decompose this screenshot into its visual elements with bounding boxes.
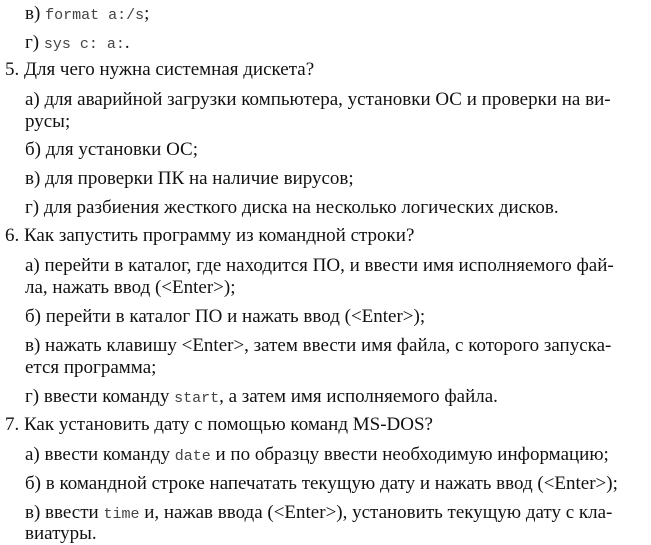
- option-prefix: г): [25, 32, 44, 53]
- command-code: time: [103, 506, 140, 523]
- answer-text: и по образцу ввести необходимую информацию;: [210, 444, 609, 465]
- question-6: 6. Как запустить программу из командной строки?: [5, 225, 415, 246]
- answer-text: , а затем имя исполняемого файла.: [219, 386, 498, 407]
- q5-answer-v: в) для проверки ПК на наличие вирусов;: [25, 168, 354, 189]
- question-5: 5. Для чего нужна системная дискета?: [5, 59, 315, 80]
- q7-answer-v-line2: виатуры.: [25, 523, 97, 544]
- q7-answer-b: б) в командной строке напечатать текущую дату и нажать ввод (<Enter>);: [25, 473, 618, 494]
- q5-answer-g: г) для разбиения жесткого диска на несколько логических дисков.: [25, 197, 559, 218]
- q5-answer-b: б) для установки ОС;: [25, 139, 198, 160]
- answer-text: г) ввести команду: [25, 386, 175, 407]
- option-prefix: в): [25, 3, 46, 24]
- answer-text: и, нажав ввода (<Enter>), установить текущую дату с кла-: [139, 502, 613, 523]
- q6-answer-a-line1: а) перейти в каталог, где находится ПО, и ввести имя исполняемого фай-: [25, 255, 614, 276]
- option-suffix: ;: [144, 3, 150, 24]
- q6-answer-v-line1: в) нажать клавишу <Enter>, затем ввести имя файла, с которого запуска-: [25, 335, 612, 356]
- answer-text: в) ввести: [25, 502, 104, 523]
- question-7: 7. Как установить дату с помощью команд MS-DOS?: [5, 414, 433, 435]
- command-code: date: [174, 448, 211, 465]
- option-v-format: [25, 2, 149, 25]
- q6-answer-a-line2: ла, нажать ввод (<Enter>);: [25, 277, 236, 298]
- q7-answer-v-line1: [25, 501, 612, 524]
- command-code: format a:/s: [45, 7, 145, 24]
- q5-answer-a-line2: русы;: [25, 111, 71, 132]
- q7-answer-a: [25, 443, 609, 466]
- command-code: sys c: a:: [43, 36, 125, 53]
- option-suffix: .: [124, 32, 130, 53]
- option-g-sys: [25, 31, 130, 54]
- answer-text: а) ввести команду: [25, 444, 175, 465]
- q6-answer-b: б) перейти в каталог ПО и нажать ввод (<Enter>);: [25, 306, 426, 327]
- q6-answer-g: [25, 385, 498, 408]
- q5-answer-a-line1: а) для аварийной загрузки компьютера, установки ОС и проверки на ви-: [25, 89, 611, 110]
- command-code: start: [174, 390, 220, 407]
- q6-answer-v-line2: ется программа;: [25, 357, 157, 378]
